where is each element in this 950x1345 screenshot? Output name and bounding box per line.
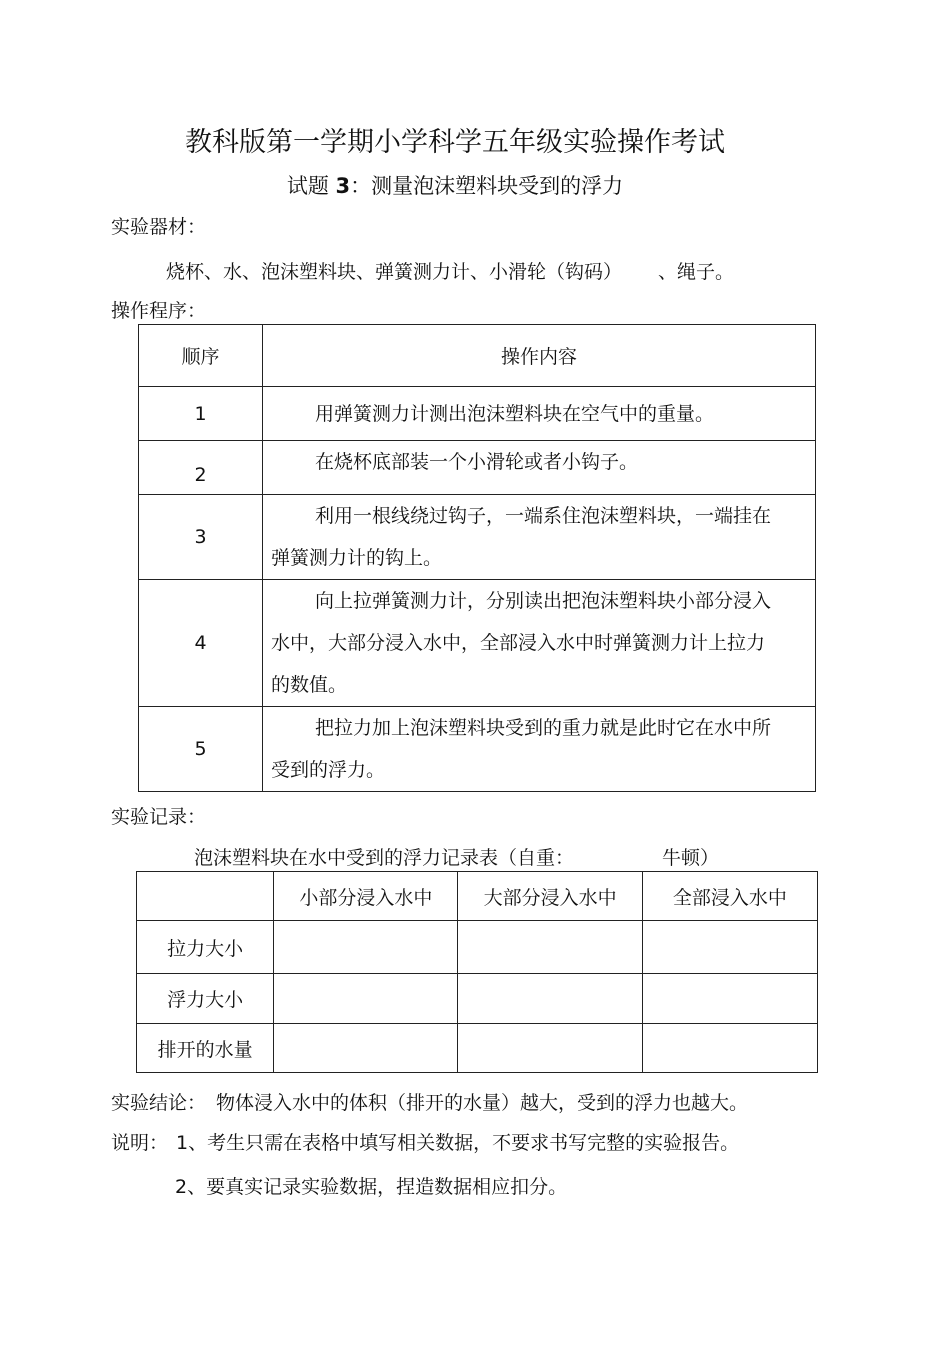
column-most-part: 大部分浸入水中 bbox=[458, 872, 642, 921]
record-cell[interactable] bbox=[274, 974, 458, 1024]
procedure-row bbox=[139, 707, 816, 792]
record-cell[interactable] bbox=[458, 974, 642, 1024]
record-header-row bbox=[137, 872, 818, 921]
question-text: ：测量泡沫塑料块受到的浮力 bbox=[350, 174, 624, 198]
procedure-row bbox=[139, 495, 816, 580]
record-row bbox=[137, 974, 818, 1024]
procedure-content: 用弹簧测力计测出泡沫塑料块在空气中的重量。 bbox=[263, 387, 816, 441]
procedure-header-row bbox=[139, 325, 816, 387]
conclusion-text: 物体浸入水中的体积（排开的水量）越大，受到的浮力也越大。 bbox=[216, 1092, 749, 1114]
record-table-caption bbox=[194, 843, 719, 870]
caption-text: 泡沫塑料块在水中受到的浮力记录表（自重： bbox=[194, 847, 575, 869]
column-fully-submerged: 全部浸入水中 bbox=[642, 872, 817, 921]
procedure-seq: 1 bbox=[139, 387, 263, 441]
row-label-buoyancy: 浮力大小 bbox=[137, 974, 274, 1024]
materials-label: 实验器材： bbox=[111, 216, 207, 238]
procedure-seq: 2 bbox=[139, 441, 263, 495]
procedure-row bbox=[139, 441, 816, 495]
note-item: 2、要真实记录实验数据，捏造数据相应扣分。 bbox=[175, 1176, 568, 1198]
procedure-row bbox=[139, 387, 816, 441]
caption-unit: 牛顿） bbox=[662, 847, 720, 869]
record-row bbox=[137, 1024, 818, 1073]
record-cell[interactable] bbox=[458, 921, 642, 974]
conclusion-label: 实验结论： bbox=[111, 1092, 207, 1114]
materials-list: 烧杯、水、泡沫塑料块、弹簧测力计、小滑轮（钩码） bbox=[166, 261, 623, 283]
procedure-seq: 3 bbox=[139, 495, 263, 580]
record-cell[interactable] bbox=[642, 1024, 817, 1073]
question-number: 3 bbox=[335, 174, 351, 198]
row-label-displaced-water: 排开的水量 bbox=[137, 1024, 274, 1073]
record-label: 实验记录： bbox=[111, 806, 207, 828]
procedure-label: 操作程序： bbox=[111, 300, 207, 322]
record-row bbox=[137, 921, 818, 974]
record-cell[interactable] bbox=[642, 921, 817, 974]
column-small-part: 小部分浸入水中 bbox=[274, 872, 458, 921]
question-prefix: 试题 bbox=[286, 174, 329, 198]
procedure-row bbox=[139, 580, 816, 707]
notes bbox=[111, 1128, 739, 1155]
row-label-pull-force: 拉力大小 bbox=[137, 921, 274, 974]
procedure-content: 向上拉弹簧测力计，分别读出把泡沫塑料块小部分浸入水中，大部分浸入水中，全部浸入水中时弹簧测力计上拉力的数值。 bbox=[263, 580, 816, 707]
procedure-content: 利用一根线绕过钩子，一端系住泡沫塑料块，一端挂在弹簧测力计的钩上。 bbox=[263, 495, 816, 580]
header-sequence: 顺序 bbox=[139, 325, 263, 387]
record-cell[interactable] bbox=[274, 921, 458, 974]
record-cell[interactable] bbox=[642, 974, 817, 1024]
procedure-seq: 5 bbox=[139, 707, 263, 792]
procedure-table bbox=[138, 324, 816, 792]
record-corner-cell bbox=[137, 872, 274, 921]
materials-list-end: 、绳子。 bbox=[658, 261, 735, 283]
record-cell[interactable] bbox=[274, 1024, 458, 1073]
note-item: 1、考生只需在表格中填写相关数据，不要求书写完整的实验报告。 bbox=[176, 1132, 740, 1154]
procedure-content: 在烧杯底部装一个小滑轮或者小钩子。 bbox=[263, 441, 816, 495]
materials-text bbox=[166, 257, 734, 284]
procedure-seq: 4 bbox=[139, 580, 263, 707]
header-operation-content: 操作内容 bbox=[263, 325, 816, 387]
exam-question-title bbox=[0, 170, 910, 200]
procedure-content: 把拉力加上泡沫塑料块受到的重力就是此时它在水中所受到的浮力。 bbox=[263, 707, 816, 792]
page-title: 教科版第一学期小学科学五年级实验操作考试 bbox=[185, 127, 725, 158]
notes-label: 说明： bbox=[111, 1132, 169, 1154]
buoyancy-record-table bbox=[136, 871, 818, 1073]
record-cell[interactable] bbox=[458, 1024, 642, 1073]
conclusion bbox=[111, 1088, 748, 1115]
